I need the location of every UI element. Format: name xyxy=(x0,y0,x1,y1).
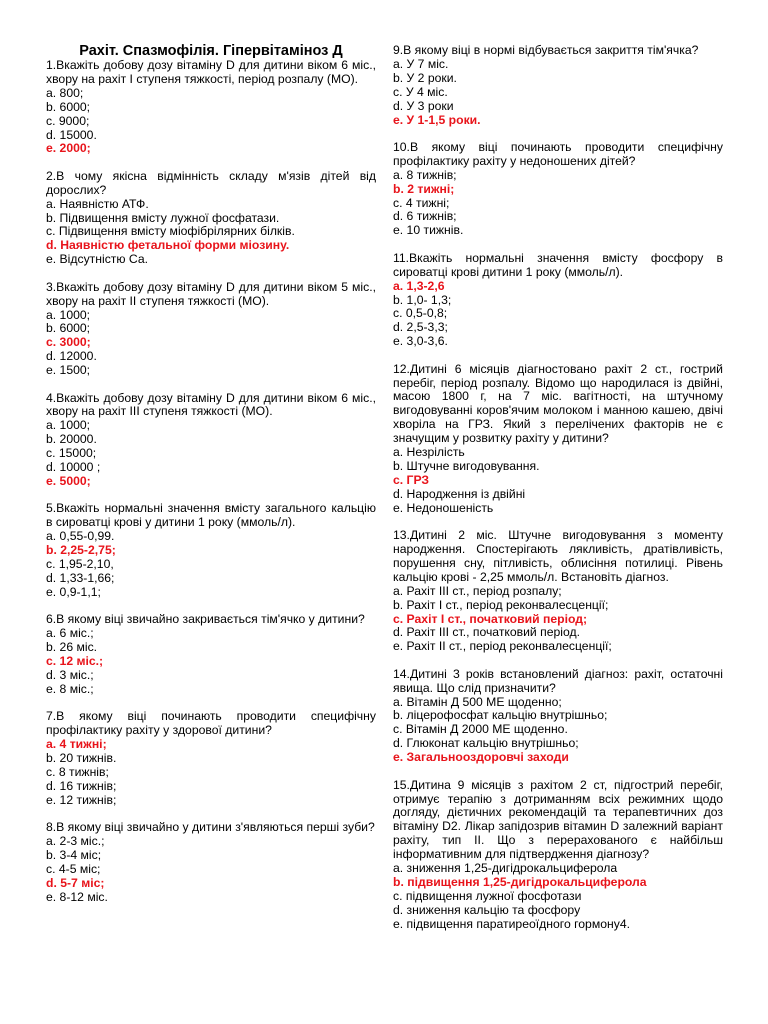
answer-option-correct: c. 3000; xyxy=(46,335,91,350)
answer-option-correct: b. 2,25-2,75; xyxy=(46,543,116,558)
answer-option-correct: a. 4 тижні; xyxy=(46,736,107,751)
answer-option: d. У 3 роки xyxy=(393,98,454,113)
answer-option-correct: e. 2000; xyxy=(46,141,91,156)
answer-option: b. 6000; xyxy=(46,99,91,114)
question-block xyxy=(393,529,723,654)
question-block xyxy=(393,252,723,349)
document-title: Рахіт. Спазмофілія. Гіпервітаміноз Д xyxy=(79,43,343,59)
answer-option: a. Вітамін Д 500 МЕ щоденно; xyxy=(393,694,562,709)
question-block xyxy=(393,668,723,765)
answer-option: a. 2-3 міс.; xyxy=(46,833,105,848)
answer-option: c. 4 тижні; xyxy=(393,195,450,210)
question-stem: 5.Вкажіть нормальні значення вмісту загального кальцію в сироватці крові у дитини 1 року (ммоль/л). xyxy=(46,501,376,530)
answer-option: a. 6 міс.; xyxy=(46,626,94,641)
question-block xyxy=(46,821,376,904)
answer-option: c. У 4 міс. xyxy=(393,84,448,99)
question-stem: 11.Вкажіть нормальні значення вмісту фосфору в сироватці крові дитини 1 року (ммоль/л). xyxy=(393,250,723,279)
answer-option: b. 20 тижнів. xyxy=(46,750,117,765)
question-stem: 15.Дитина 9 місяців з рахітом 2 ст, підгострий перебіг, отримує терапію з дотриманням всіх режимних щодо догляду, дієтичних рекомендацій та терапевтичних доз вітаміну D2. Лікар запідозрив вітамин D залежний варіант рахіту, тип II. Що з перерахованого є найбільш інформативним для підтвердження діагнозу? xyxy=(393,777,723,862)
question-block xyxy=(46,392,376,489)
answer-option: a. 1000; xyxy=(46,307,91,322)
answer-option: a. 800; xyxy=(46,85,84,100)
answer-option: c. 9000; xyxy=(46,113,90,128)
answer-option: e. 8 міс.; xyxy=(46,681,94,696)
answer-option: c. 0,5-0,8; xyxy=(393,306,448,321)
answer-option: b. У 2 роки. xyxy=(393,70,457,85)
answer-option: e. 1500; xyxy=(46,363,91,378)
answer-option: d. 10000 ; xyxy=(46,460,101,475)
answer-option-correct: d. 5-7 міс; xyxy=(46,875,105,890)
question-stem: 3.Вкажіть добову дозу вітаміну D для дитини віком 5 міс., хвору на рахіт II ступеня тяжкості (МО). xyxy=(46,279,376,308)
answer-option-correct: e. У 1-1,5 роки. xyxy=(393,112,481,127)
question-stem: 14.Дитині 3 років встановлений діагноз: рахіт, остаточні явища. Що слід призначити? xyxy=(393,666,723,695)
question-block xyxy=(46,59,376,156)
answer-option-correct: c. 12 міс.; xyxy=(46,653,104,668)
answer-option: b. Рахіт I ст., період реконвалесценції; xyxy=(393,597,609,612)
answer-option-correct: c. Рахіт I ст., початковий період; xyxy=(393,611,588,626)
answer-option: c. Підвищення вмісту міофібрілярних білків. xyxy=(46,224,295,239)
answer-option: b. 6000; xyxy=(46,321,91,336)
question-stem: 10.В якому віці починають проводити специфічну профілактику рахіту у недоношених дітей? xyxy=(393,139,723,168)
answer-option: e. 3,0-3,6. xyxy=(393,334,448,349)
answer-option: d. 16 тижнів; xyxy=(46,778,117,793)
answer-option: a. Наявністю АТФ. xyxy=(46,196,149,211)
answer-option: b. 26 міс. xyxy=(46,640,98,655)
answer-option: e. 0,9-1,1; xyxy=(46,584,101,599)
answer-option-correct: e. 5000; xyxy=(46,473,91,488)
answer-option: b. ліцерофосфат кальцію внутрішньо; xyxy=(393,708,608,723)
answer-option: b. Підвищення вмісту лужної фосфатази. xyxy=(46,210,280,225)
answer-option: a. Рахіт III ст., період розпалу; xyxy=(393,583,562,598)
right-column xyxy=(393,44,723,945)
answer-option: d. 12000. xyxy=(46,349,97,364)
answer-option: d. 15000. xyxy=(46,127,97,142)
answer-option-correct: b. підвищення 1,25-дигідрокальциферола xyxy=(393,874,647,889)
question-stem: 4.Вкажіть добову дозу вітаміну D для дитини віком 6 міс., хвору на рахіт III ступеня тяжкості (МО). xyxy=(46,390,376,419)
answer-option: b. Штучне вигодовування. xyxy=(393,458,540,473)
question-block xyxy=(393,363,723,516)
answer-option: d. Народження із двійні xyxy=(393,486,526,501)
answer-option: b. 20000. xyxy=(46,432,97,447)
answer-option: d. Рахіт III ст., початковий період. xyxy=(393,625,580,640)
answer-option: d. 2,5-3,3; xyxy=(393,320,448,335)
left-question-list xyxy=(46,59,376,904)
answer-option: d. зниження кальцію та фосфору xyxy=(393,902,581,917)
question-stem: 6.В якому віці звичайно закривається тім'ячко у дитини? xyxy=(46,612,365,627)
left-column xyxy=(46,44,376,918)
answer-option: a. 0,55-0,99. xyxy=(46,529,115,544)
answer-option: a. зниження 1,25-дигідрокальциферола xyxy=(393,861,618,876)
answer-option-correct: c. ГРЗ xyxy=(393,472,430,487)
question-block xyxy=(393,141,723,238)
answer-option: e. Відсутністю Са. xyxy=(46,252,149,267)
answer-option: e. Рахіт II ст., період реконвалесценції; xyxy=(393,639,612,654)
question-stem: 7.В якому віці починають проводити специфічну профілактику рахіту у здорової дитини? xyxy=(46,709,376,738)
question-stem: 13.Дитині 2 міс. Штучне вигодовування з моменту народження. Спостерігають лякливість, дратівливість, порушення сну, пітливість, облисіння потилиці. Рівень кальцію крові - 2,25 ммоль/л. Встановіть діагноз. xyxy=(393,528,723,584)
answer-option-correct: e. Загальнооздоровчі заходи xyxy=(393,750,569,765)
answer-option: c. 4-5 міс; xyxy=(46,861,101,876)
answer-option: b. 1,0- 1,3; xyxy=(393,292,452,307)
question-block xyxy=(46,710,376,807)
answer-option: a. 1000; xyxy=(46,418,91,433)
question-stem: 8.В якому віці звичайно у дитини з'являються перші зуби? xyxy=(46,820,375,834)
question-block xyxy=(393,44,723,127)
question-stem: 2.В чому якісна відмінність складу м'язів дітей від дорослих? xyxy=(46,168,376,197)
question-stem: 12.Дитині 6 місяців діагностовано рахіт 2 ст., гострий перебіг, період розпалу. Відомо що народилася із двійні, масою 1800 г, на 7 міс. вагітності, на штучному вигодовуванні коров'ячим молоком і манною кашею, двічі хворіла на ГРЗ. Який з перелічених факторів не є значущим у розвитку рахіту у дитини? xyxy=(393,361,723,446)
answer-option: d. 3 міс.; xyxy=(46,667,94,682)
answer-option: c. 1,95-2,10, xyxy=(46,557,114,571)
answer-option: d. Глюконат кальцію внутрішньо; xyxy=(393,736,579,751)
answer-option: c. 15000; xyxy=(46,446,97,461)
right-question-list xyxy=(393,44,723,932)
answer-option: a. У 7 міс. xyxy=(393,56,449,71)
question-block xyxy=(46,613,376,696)
answer-option: e. 12 тижнів; xyxy=(46,792,117,807)
answer-option-correct: b. 2 тижні; xyxy=(393,181,455,196)
answer-option: a. 8 тижнів; xyxy=(393,167,457,182)
answer-option: d. 6 тижнів; xyxy=(393,209,457,224)
answer-option: a. Незрілість xyxy=(393,445,465,460)
question-block xyxy=(393,779,723,932)
answer-option: c. 8 тижнів; xyxy=(46,764,109,779)
question-block xyxy=(46,170,376,267)
answer-option-correct: a. 1,3-2,6 xyxy=(393,278,445,293)
answer-option: e. 8-12 міс. xyxy=(46,889,108,904)
question-stem: 9.В якому віці в нормі відбувається закриття тім'ячка? xyxy=(393,43,699,57)
answer-option: e. підвищення паратиреоїдного гормону4. xyxy=(393,916,630,931)
answer-option: e. 10 тижнів. xyxy=(393,223,464,238)
answer-option: d. 1,33-1,66; xyxy=(46,570,115,585)
answer-option-correct: d. Наявністю фетальної форми міозину. xyxy=(46,238,290,253)
question-block xyxy=(46,502,376,599)
answer-option: c. Вітамін Д 2000 МЕ щоденно. xyxy=(393,722,568,737)
answer-option: b. 3-4 міс; xyxy=(46,847,102,862)
question-block xyxy=(46,281,376,378)
question-stem: 1.Вкажіть добову дозу вітаміну D для дитини віком 6 міс., хвору на рахіт I ступеня тяжкості, період розпалу (МО). xyxy=(46,58,376,86)
answer-option: c. підвищення лужної фосфотази xyxy=(393,888,582,903)
answer-option: e. Недоношеність xyxy=(393,500,494,515)
